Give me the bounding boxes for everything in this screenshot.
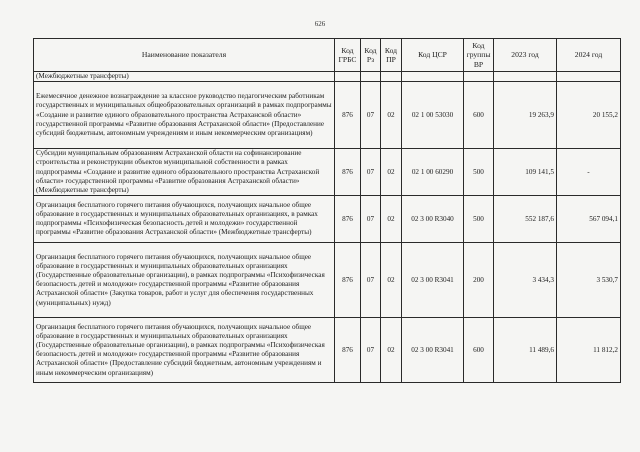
row-grbs: 876 [335, 149, 361, 196]
header-2023: 2023 год [494, 39, 557, 72]
row-2024: 567 094,1 [557, 196, 621, 243]
row-rz: 07 [361, 318, 381, 383]
table-row [34, 243, 621, 318]
row-pr: 02 [381, 243, 402, 318]
row-csr: 02 3 00 R3041 [402, 243, 464, 318]
row-name: Субсидии муниципальным образованиям Астраханской области на софинансирование строительства и реконструкции объектов муниципальной собственности в рамках подпрограммы «Создание и развитие единого образовательного пространства Астраханской области» государственной программы «Развитие образования Астраханской области» (Межбюджетные трансферты) [34, 149, 335, 196]
row-grbs: 876 [335, 243, 361, 318]
row-vr: 600 [464, 318, 494, 383]
row-vr: 600 [464, 82, 494, 149]
row-grbs: 876 [335, 196, 361, 243]
row-csr: 02 3 00 R3041 [402, 318, 464, 383]
row-2024: 11 812,2 [557, 318, 621, 383]
row-grbs: 876 [335, 318, 361, 383]
header-row [34, 39, 621, 72]
header-2024: 2024 год [557, 39, 621, 72]
header-csr: Код ЦСР [402, 39, 464, 72]
header-rz: Код Рз [361, 39, 381, 72]
row-rz: 07 [361, 149, 381, 196]
row-rz: 07 [361, 196, 381, 243]
table-row [34, 196, 621, 243]
continuation-row [34, 72, 621, 82]
row-vr: 500 [464, 149, 494, 196]
header-pr: Код ПР [381, 39, 402, 72]
table-row [34, 82, 621, 149]
row-2023: 19 263,9 [494, 82, 557, 149]
row-pr: 02 [381, 82, 402, 149]
table-row [34, 149, 621, 196]
row-pr: 02 [381, 196, 402, 243]
row-rz: 07 [361, 243, 381, 318]
row-name: Организация бесплатного горячего питания обучающихся, получающих начальное общее образование в государственных и муниципальных образовательных организациях (Государственные образовательные организации), в рамках подпрограммы «Психофизическая безопасность детей и молодежи» государственной программы «Развитие образования Астраханской области» (Предоставление субсидий бюджетным, автономным учреждениям и иным некоммерческим организациям) [34, 318, 335, 383]
row-grbs: 876 [335, 82, 361, 149]
header-name: Наименование показателя [34, 39, 335, 72]
table-row [34, 318, 621, 383]
row-vr: 200 [464, 243, 494, 318]
row-2024: 20 155,2 [557, 82, 621, 149]
row-csr: 02 3 00 R3040 [402, 196, 464, 243]
row-2023: 3 434,3 [494, 243, 557, 318]
row-name: Организация бесплатного горячего питания обучающихся, получающих начальное общее образование в государственных и муниципальных образовательных организациях, в рамках подпрограммы «Психофизическая безопасность детей и молодежи» государственной программы «Развитие образования Астраханской области» (Межбюджетные трансферты) [34, 196, 335, 243]
row-2024: 3 530,7 [557, 243, 621, 318]
row-pr: 02 [381, 149, 402, 196]
row-vr: 500 [464, 196, 494, 243]
continuation-text: (Межбюджетные трансферты) [34, 72, 335, 82]
row-2023: 109 141,5 [494, 149, 557, 196]
row-name: Ежемесячное денежное вознаграждение за классное руководство педагогическим работникам государственных и муниципальных общеобразовательных организаций в рамках подпрограммы «Создание и развитие единого образовательного пространства Астраханской области» государственной программы «Развитие образования Астраханской области» (Предоставление субсидий бюджетным, автономным учреждениям и иным некоммерческим организациям) [34, 82, 335, 149]
page-number: 626 [314, 20, 326, 28]
row-pr: 02 [381, 318, 402, 383]
row-csr: 02 1 00 60290 [402, 149, 464, 196]
row-2024: - [557, 149, 621, 196]
row-name: Организация бесплатного горячего питания обучающихся, получающих начальное общее образование в государственных и муниципальных образовательных организациях (Государственные образовательные организации), в рамках подпрограммы «Психофизическая безопасность детей и молодежи» государственной программы «Развитие образования Астраханской области» (Закупка товаров, работ и услуг для обеспечения государственных (муниципальных) нужд) [34, 243, 335, 318]
row-2023: 552 187,6 [494, 196, 557, 243]
row-rz: 07 [361, 82, 381, 149]
row-csr: 02 1 00 53030 [402, 82, 464, 149]
header-vr: Код группы ВР [464, 39, 494, 72]
header-grbs: Код ГРБС [335, 39, 361, 72]
budget-table [33, 38, 621, 383]
row-2023: 11 489,6 [494, 318, 557, 383]
